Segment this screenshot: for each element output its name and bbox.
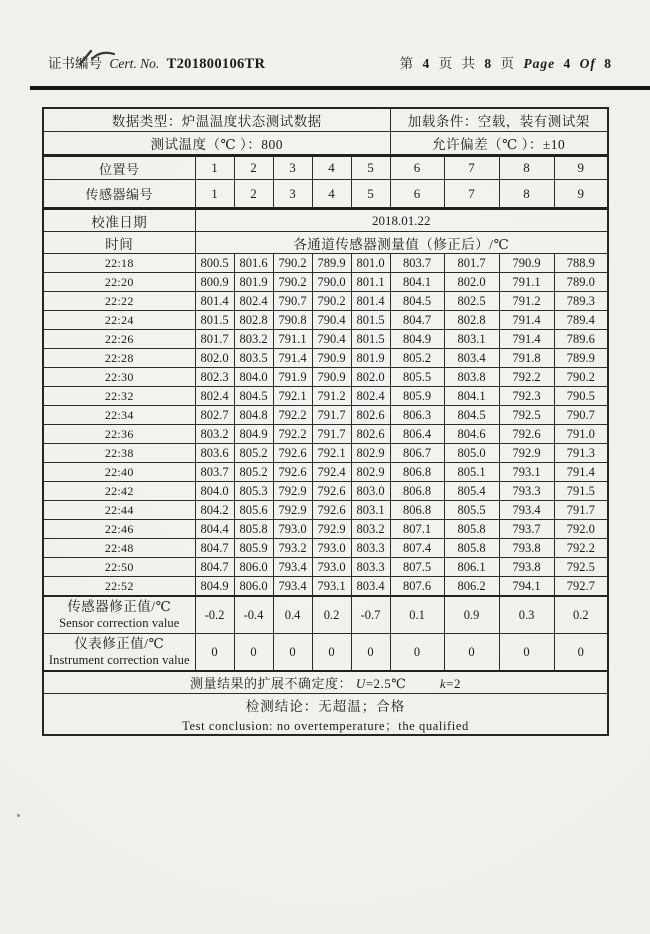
measurement-value: 805.2: [234, 463, 273, 482]
measurement-value: 805.5: [390, 368, 444, 387]
calibration-date-label: 校准日期: [43, 209, 195, 232]
measurement-value: 806.0: [234, 558, 273, 577]
measurement-value: 792.5: [499, 406, 554, 425]
measurement-value: 802.4: [351, 387, 390, 406]
sensor-number-label: 传感器编号: [43, 180, 195, 209]
measurement-value: 803.1: [351, 501, 390, 520]
measurement-value: 804.7: [195, 539, 234, 558]
time-cell: 22:20: [43, 273, 195, 292]
time-cell: 22:46: [43, 520, 195, 539]
instrument-correction-value: 0: [554, 634, 608, 672]
measurement-value: 801.5: [195, 311, 234, 330]
sensor-number: 9: [554, 180, 608, 209]
measurement-value: 793.4: [273, 577, 312, 597]
measurement-value: 793.0: [312, 558, 351, 577]
measurement-value: 804.7: [195, 558, 234, 577]
measurement-row: [43, 254, 608, 273]
measurement-value: 793.3: [499, 482, 554, 501]
measurement-value: 793.0: [312, 539, 351, 558]
measurement-value: 803.7: [390, 254, 444, 273]
measurement-value: 804.6: [444, 425, 499, 444]
page-header: [48, 52, 614, 73]
measurement-value: 792.2: [554, 539, 608, 558]
time-cell: 22:34: [43, 406, 195, 425]
measurement-value: 801.0: [351, 254, 390, 273]
measurement-value: 807.1: [390, 520, 444, 539]
measurement-value: 802.5: [444, 292, 499, 311]
position-number: 7: [444, 156, 499, 180]
measurement-value: 806.8: [390, 463, 444, 482]
instrument-correction-value: 0: [351, 634, 390, 672]
measurement-value: 792.9: [312, 520, 351, 539]
position-number: 3: [273, 156, 312, 180]
uncertainty-cell: [43, 671, 608, 694]
measurement-value: 806.1: [444, 558, 499, 577]
measurement-value: 804.8: [234, 406, 273, 425]
measurement-value: 792.4: [312, 463, 351, 482]
measurement-value: 791.7: [554, 501, 608, 520]
measurement-value: 805.9: [234, 539, 273, 558]
measurement-value: 790.7: [554, 406, 608, 425]
measurement-value: 801.7: [195, 330, 234, 349]
measurement-value: 791.2: [499, 292, 554, 311]
time-cell: 22:24: [43, 311, 195, 330]
sensor-correction-label-zh: 传感器修正值/℃: [67, 599, 172, 615]
measurement-value: 793.8: [499, 558, 554, 577]
measurement-value: 802.6: [351, 406, 390, 425]
measurement-value: 790.0: [312, 273, 351, 292]
uncertainty-prefix: 测量结果的扩展不确定度：: [190, 676, 353, 691]
time-label: 时间: [43, 232, 195, 254]
position-number: 6: [390, 156, 444, 180]
measurement-value: 806.3: [390, 406, 444, 425]
measurement-value: 791.4: [499, 311, 554, 330]
measurement-row: [43, 482, 608, 501]
measurement-value: 801.4: [195, 292, 234, 311]
measurement-value: 791.1: [273, 330, 312, 349]
measurement-value: 793.8: [499, 539, 554, 558]
cert-label-zh: 证书编号: [48, 56, 102, 71]
channels-header: 各通道传感器测量值（修正后）/℃: [195, 232, 608, 254]
position-number: 5: [351, 156, 390, 180]
sensor-number: 7: [444, 180, 499, 209]
time-cell: 22:18: [43, 254, 195, 273]
measurement-value: 803.0: [351, 482, 390, 501]
measurement-value: 805.9: [390, 387, 444, 406]
measurement-value: 806.2: [444, 577, 499, 597]
instrument-correction-label: [43, 634, 195, 672]
allowed-deviation-cell: 允许偏差（℃ ）：±10: [390, 132, 608, 156]
measurement-value: 791.4: [554, 463, 608, 482]
measurement-value: 792.6: [273, 444, 312, 463]
measurement-value: 801.1: [351, 273, 390, 292]
measurement-value: 804.2: [195, 501, 234, 520]
time-cell: 22:28: [43, 349, 195, 368]
sensor-correction-row: [43, 596, 608, 634]
position-number: 1: [195, 156, 234, 180]
measurement-value: 804.1: [444, 387, 499, 406]
measurement-value: 789.9: [554, 349, 608, 368]
measurement-value: 792.0: [554, 520, 608, 539]
header-rule: [30, 86, 650, 90]
measurement-value: 802.8: [444, 311, 499, 330]
instrument-correction-label-zh: 仪表修正值/℃: [74, 636, 165, 652]
position-number: 8: [499, 156, 554, 180]
measurement-value: 793.2: [273, 539, 312, 558]
measurement-value: 789.6: [554, 330, 608, 349]
position-label: 位置号: [43, 156, 195, 180]
measurement-value: 791.4: [499, 330, 554, 349]
instrument-correction-value: 0: [234, 634, 273, 672]
time-cell: 22:40: [43, 463, 195, 482]
measurement-value: 801.9: [351, 349, 390, 368]
measurement-value: 790.2: [273, 254, 312, 273]
measurement-row: [43, 330, 608, 349]
measurement-value: 791.5: [554, 482, 608, 501]
measurement-value: 805.8: [444, 520, 499, 539]
measurement-value: 804.1: [390, 273, 444, 292]
calibration-table: [42, 107, 609, 736]
cert-label-en: Cert. No.: [109, 56, 160, 71]
measurement-value: 805.2: [390, 349, 444, 368]
measurement-value: 791.1: [499, 273, 554, 292]
measurement-value: 804.9: [390, 330, 444, 349]
time-cell: 22:32: [43, 387, 195, 406]
sensor-number: 2: [234, 180, 273, 209]
measurement-value: 804.0: [234, 368, 273, 387]
measurement-value: 792.5: [554, 558, 608, 577]
sensor-number: 1: [195, 180, 234, 209]
measurement-value: 791.7: [312, 425, 351, 444]
position-number: 9: [554, 156, 608, 180]
measurement-value: 788.9: [554, 254, 608, 273]
measurement-value: 804.5: [444, 406, 499, 425]
measurement-value: 804.5: [390, 292, 444, 311]
measurement-value: 790.9: [312, 349, 351, 368]
measurement-value: 802.8: [234, 311, 273, 330]
sensor-correction-value: 0.1: [390, 596, 444, 634]
paper-speck: [17, 814, 20, 817]
measurement-value: 805.8: [444, 539, 499, 558]
sensor-correction-value: -0.2: [195, 596, 234, 634]
measurement-value: 804.0: [195, 482, 234, 501]
instrument-correction-value: 0: [444, 634, 499, 672]
measurement-value: 802.6: [351, 425, 390, 444]
time-cell: 22:44: [43, 501, 195, 520]
page-text: 第: [399, 56, 415, 71]
measurement-value: 803.5: [234, 349, 273, 368]
measurement-value: 803.4: [444, 349, 499, 368]
uncertainty-u-value: =2.5℃: [365, 676, 407, 691]
sensor-number: 8: [499, 180, 554, 209]
measurement-value: 792.9: [273, 501, 312, 520]
measurement-value: 804.9: [234, 425, 273, 444]
measurement-value: 802.4: [195, 387, 234, 406]
measurement-value: 807.6: [390, 577, 444, 597]
measurement-value: 792.9: [499, 444, 554, 463]
measurement-value: 789.4: [554, 311, 608, 330]
measurement-value: 803.7: [195, 463, 234, 482]
time-cell: 22:26: [43, 330, 195, 349]
position-row: [43, 156, 608, 180]
measurement-value: 803.2: [234, 330, 273, 349]
measurement-row: [43, 406, 608, 425]
measurement-row: [43, 520, 608, 539]
measurement-value: 804.5: [234, 387, 273, 406]
of-word-en: Of: [579, 56, 596, 71]
time-cell: 22:48: [43, 539, 195, 558]
measurement-value: 790.8: [273, 311, 312, 330]
page-total-en: 8: [604, 56, 612, 71]
measurement-value: 800.5: [195, 254, 234, 273]
measurement-value: 791.7: [312, 406, 351, 425]
measurement-value: 803.6: [195, 444, 234, 463]
position-number: 4: [312, 156, 351, 180]
page-text: 页: [500, 56, 515, 71]
instrument-correction-value: 0: [195, 634, 234, 672]
measurement-value: 802.4: [234, 292, 273, 311]
measurement-value: 803.2: [351, 520, 390, 539]
measurement-value: 791.3: [554, 444, 608, 463]
measurement-value: 792.3: [499, 387, 554, 406]
measurement-value: 805.6: [234, 501, 273, 520]
time-cell: 22:30: [43, 368, 195, 387]
test-temp-row: [43, 132, 608, 156]
sensor-correction-value: 0.2: [312, 596, 351, 634]
sensor-number: 5: [351, 180, 390, 209]
uncertainty-row: [43, 671, 608, 694]
measurement-value: 789.9: [312, 254, 351, 273]
page-current-en: 4: [563, 56, 572, 71]
page-number-line: [398, 52, 614, 72]
measurement-value: 804.7: [390, 311, 444, 330]
measurement-value: 801.4: [351, 292, 390, 311]
measurement-value: 791.4: [273, 349, 312, 368]
sensor-number-row: [43, 180, 608, 209]
time-header-row: [43, 232, 608, 254]
page-text: 页: [438, 56, 454, 71]
measurement-value: 806.7: [390, 444, 444, 463]
measurement-value: 806.8: [390, 501, 444, 520]
sensor-correction-value: 0.3: [499, 596, 554, 634]
measurement-value: 805.4: [444, 482, 499, 501]
measurement-value: 802.0: [351, 368, 390, 387]
measurement-value: 806.8: [390, 482, 444, 501]
instrument-correction-value: 0: [312, 634, 351, 672]
measurement-value: 792.6: [312, 482, 351, 501]
instrument-correction-value: 0: [390, 634, 444, 672]
data-type-cell: 数据类型：炉温温度状态测试数据: [43, 108, 390, 132]
sensor-correction-value: -0.4: [234, 596, 273, 634]
test-temp-cell: 测试温度（℃ ）：800: [43, 132, 390, 156]
measurement-value: 793.1: [312, 577, 351, 597]
page-total: 8: [484, 56, 493, 71]
conclusion-cell: [43, 694, 608, 736]
measurement-value: 793.7: [499, 520, 554, 539]
measurement-value: 801.7: [444, 254, 499, 273]
measurement-row: [43, 311, 608, 330]
sensor-correction-value: -0.7: [351, 596, 390, 634]
instrument-correction-row: [43, 634, 608, 672]
time-cell: 22:36: [43, 425, 195, 444]
conclusion-en: Test conclusion: no overtemperature；the qualified: [182, 718, 469, 733]
measurement-value: 805.8: [234, 520, 273, 539]
measurement-value: 802.0: [195, 349, 234, 368]
measurement-row: [43, 501, 608, 520]
time-cell: 22:50: [43, 558, 195, 577]
time-cell: 22:52: [43, 577, 195, 597]
page-current: 4: [422, 56, 431, 71]
measurement-value: 802.7: [195, 406, 234, 425]
time-cell: 22:38: [43, 444, 195, 463]
measurement-row: [43, 425, 608, 444]
measurement-row: [43, 577, 608, 597]
measurement-value: 805.2: [234, 444, 273, 463]
measurement-value: 792.6: [499, 425, 554, 444]
sensor-number: 6: [390, 180, 444, 209]
measurement-rows: [43, 254, 608, 597]
measurement-value: 791.0: [554, 425, 608, 444]
measurement-value: 792.2: [273, 406, 312, 425]
measurement-value: 803.8: [444, 368, 499, 387]
instrument-correction-value: 0: [273, 634, 312, 672]
measurement-value: 802.9: [351, 444, 390, 463]
measurement-value: 793.4: [273, 558, 312, 577]
measurement-value: 790.2: [312, 292, 351, 311]
measurement-value: 790.5: [554, 387, 608, 406]
page-text: 共: [461, 56, 476, 71]
data-type-row: [43, 108, 608, 132]
measurement-value: 789.0: [554, 273, 608, 292]
measurement-value: 790.9: [499, 254, 554, 273]
measurement-value: 792.6: [273, 463, 312, 482]
measurement-value: 792.7: [554, 577, 608, 597]
sensor-correction-value: 0.2: [554, 596, 608, 634]
measurement-value: 793.1: [499, 463, 554, 482]
measurement-value: 792.1: [312, 444, 351, 463]
sensor-number: 4: [312, 180, 351, 209]
time-cell: 22:42: [43, 482, 195, 501]
measurement-value: 792.6: [312, 501, 351, 520]
measurement-value: 794.1: [499, 577, 554, 597]
cert-number: T201800106TR: [166, 56, 266, 72]
load-condition-cell: 加载条件：空载，装有测试架: [390, 108, 608, 132]
measurement-value: 802.0: [444, 273, 499, 292]
measurement-row: [43, 273, 608, 292]
measurement-value: 790.2: [273, 273, 312, 292]
measurement-row: [43, 444, 608, 463]
measurement-value: 793.4: [499, 501, 554, 520]
measurement-value: 791.9: [273, 368, 312, 387]
measurement-value: 801.5: [351, 311, 390, 330]
measurement-row: [43, 463, 608, 482]
measurement-value: 802.9: [351, 463, 390, 482]
measurement-value: 792.9: [273, 482, 312, 501]
measurement-value: 803.3: [351, 558, 390, 577]
time-cell: 22:22: [43, 292, 195, 311]
measurement-value: 801.6: [234, 254, 273, 273]
sensor-correction-value: 0.4: [273, 596, 312, 634]
measurement-value: 803.2: [195, 425, 234, 444]
measurement-row: [43, 368, 608, 387]
pen-mark: [74, 48, 118, 66]
measurement-row: [43, 292, 608, 311]
measurement-value: 789.3: [554, 292, 608, 311]
measurement-value: 792.1: [273, 387, 312, 406]
measurement-value: 802.3: [195, 368, 234, 387]
measurement-value: 804.9: [195, 577, 234, 597]
conclusion-zh: 检测结论：无超温；合格: [245, 698, 406, 714]
measurement-value: 791.8: [499, 349, 554, 368]
measurement-value: 790.4: [312, 330, 351, 349]
measurement-value: 805.1: [444, 463, 499, 482]
measurement-value: 791.2: [312, 387, 351, 406]
measurement-value: 793.0: [273, 520, 312, 539]
conclusion-row: [43, 694, 608, 736]
sensor-correction-value: 0.9: [444, 596, 499, 634]
uncertainty-k-value: =2: [446, 676, 461, 691]
measurement-row: [43, 349, 608, 368]
measurement-value: 801.9: [234, 273, 273, 292]
measurement-value: 803.1: [444, 330, 499, 349]
calibration-date-row: [43, 209, 608, 232]
measurement-value: 803.4: [351, 577, 390, 597]
measurement-value: 806.4: [390, 425, 444, 444]
measurement-value: 807.5: [390, 558, 444, 577]
measurement-row: [43, 539, 608, 558]
uncertainty-k-symbol: k: [439, 676, 447, 691]
instrument-correction-label-en: Instrument correction value: [48, 652, 190, 667]
calibration-date-value: 2018.01.22: [195, 209, 608, 232]
uncertainty-u-symbol: U: [355, 676, 366, 691]
measurement-value: 801.5: [351, 330, 390, 349]
sensor-correction-label: [43, 596, 195, 634]
measurement-row: [43, 387, 608, 406]
measurement-value: 790.2: [554, 368, 608, 387]
position-number: 2: [234, 156, 273, 180]
measurement-value: 792.2: [499, 368, 554, 387]
measurement-value: 800.9: [195, 273, 234, 292]
measurement-value: 805.0: [444, 444, 499, 463]
instrument-correction-value: 0: [499, 634, 554, 672]
measurement-value: 807.4: [390, 539, 444, 558]
measurement-value: 803.3: [351, 539, 390, 558]
measurement-value: 805.5: [444, 501, 499, 520]
sensor-number: 3: [273, 180, 312, 209]
measurement-value: 790.4: [312, 311, 351, 330]
measurement-value: 804.4: [195, 520, 234, 539]
page-word-en: Page: [523, 56, 556, 71]
measurement-value: 792.2: [273, 425, 312, 444]
measurement-value: 805.3: [234, 482, 273, 501]
sensor-correction-label-en: Sensor correction value: [59, 615, 180, 630]
measurement-value: 790.9: [312, 368, 351, 387]
measurement-row: [43, 558, 608, 577]
measurement-value: 790.7: [273, 292, 312, 311]
measurement-value: 806.0: [234, 577, 273, 597]
